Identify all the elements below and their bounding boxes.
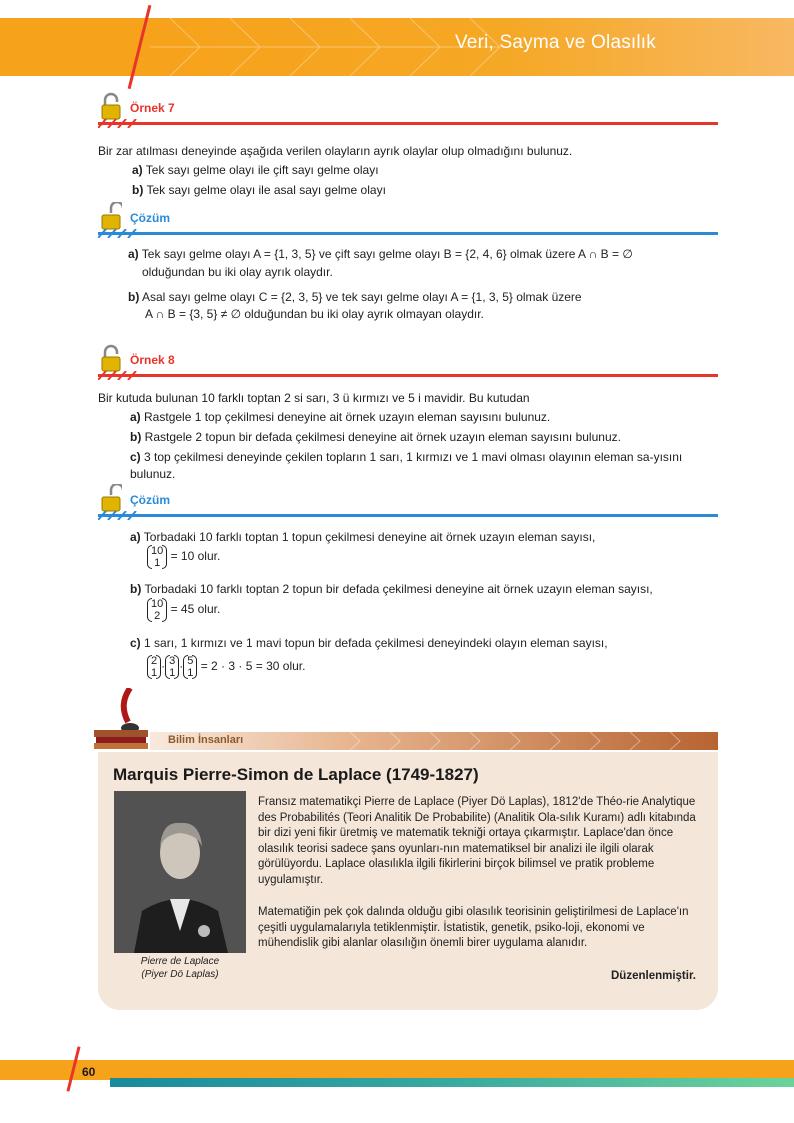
binom-top: 10: [151, 598, 164, 610]
solution-line: Torbadaki 10 farklı toptan 2 topun bir defada çekilmesi deneyine ait örnek uzayın eleman sayısı,: [144, 582, 653, 596]
solution-7-header: [98, 208, 718, 238]
item-key: b): [130, 582, 142, 596]
example-8-item-b: [130, 429, 720, 446]
portrait-caption: [114, 955, 246, 981]
binom-bottom: 2: [154, 610, 161, 622]
example-8-question: Bir kutuda bulunan 10 farklı toptan 2 si sarı, 3 ü kırmızı ve 5 i mavidir. Bu kutudan: [98, 391, 530, 405]
solution-7-label: Çözüm: [130, 211, 170, 225]
binom-bottom: 1: [169, 667, 176, 679]
caption-line: Pierre de Laplace: [140, 956, 220, 967]
item-text: Rastgele 2 topun bir defada çekilmesi deneyine ait örnek uzayın eleman sayısını bulunuz.: [144, 430, 621, 444]
binom-bottom: 1: [151, 667, 158, 679]
binom-top: 3: [169, 655, 176, 667]
binom-top: 10: [151, 545, 164, 557]
example-8-header: [98, 350, 718, 380]
footer-band: [0, 1060, 794, 1080]
binomial: [147, 545, 167, 569]
example-8-item-a: [130, 409, 720, 426]
footer-gradient-band: [110, 1078, 794, 1087]
binomial: [165, 655, 179, 679]
multiply-dot: ·: [161, 659, 166, 674]
solution-8-label: Çözüm: [130, 493, 170, 507]
stripes-decoration: [98, 371, 218, 380]
caption-line: (Piyer Dö Laplas): [141, 969, 219, 980]
solution-line: Torbadaki 10 farklı toptan 1 topun çekilmesi deneyine ait örnek uzayın eleman sayısı,: [143, 530, 596, 544]
solution-7-b-line2: A ∩ B = {3, 5} ≠ ∅ olduğundan bu iki olay ayrık olmayan olaydır.: [145, 307, 484, 321]
page-number: 60: [82, 1065, 96, 1079]
example-8-label: Örnek 8: [130, 353, 175, 367]
binom-top: 2: [151, 655, 158, 667]
item-text: Tek sayı gelme olayı ile asal sayı gelme olayı: [146, 183, 386, 197]
scientist-section-label: Bilim İnsanları: [168, 734, 244, 746]
binomial: [147, 598, 167, 622]
item-key: b): [128, 290, 140, 304]
solution-8-b-formula: [147, 598, 220, 622]
formula-result: = 10 olur.: [170, 549, 221, 564]
solution-8-a: [130, 528, 720, 546]
books-quill-icon: [92, 688, 152, 750]
credit-note: Düzenlenmiştir.: [611, 970, 696, 982]
item-key: a): [128, 247, 139, 261]
solution-8-a-formula: [147, 545, 220, 569]
item-text: Rastgele 1 top çekilmesi deneyine ait örnek uzayın eleman sayısını bulunuz.: [144, 410, 551, 424]
formula-result: = 45 olur.: [170, 602, 221, 617]
solution-line: Asal sayı gelme olayı C = {2, 3, 5} ve tek sayı gelme olayı A = {1, 3, 5} olmak üzere: [142, 290, 582, 304]
binom-bottom: 1: [154, 557, 161, 569]
scientist-paragraph-1: Fransız matematikçi Pierre de Laplace (Piyer Dö Laplas), 1812'de Théo-rie Analytique des Probabilités (Teori Analitik De Probabilite) (Analitik Ola-sılık Kuramı) adlı kitabında bir dizi yeni fikir üretmiş ve matematik tekniği ortaya çıkarmıştır. Laplace'dan önce olasılık teorisi sadece şans oyunları-nın matematiksel bir analizi ile ilgili olarak görülüyordu. Laplace olasılıkla ilgili fikirlerini birçok bilimsel ve pratik probleme uygulamıştır.: [258, 796, 696, 886]
binomial: [183, 655, 197, 679]
solution-7-a: [128, 245, 720, 263]
item-key: a): [132, 163, 143, 177]
example-7-item-a: [132, 162, 379, 179]
item-key: b): [132, 183, 144, 197]
solution-8-c-formula: [147, 655, 305, 679]
padlock-icon: [100, 344, 122, 374]
chapter-title: Veri, Sayma ve Olasılık: [454, 32, 656, 53]
stripes-decoration: [98, 511, 218, 520]
example-7-question: Bir zar atılması deneyinde aşağıda verilen olayların ayrık olaylar olup olmadığını bulunuz.: [98, 144, 573, 158]
solution-line: 1 sarı, 1 kırmızı ve 1 mavi topun bir defada çekilmesi deneyindeki olayın eleman sayısı,: [144, 636, 608, 650]
solution-line: Tek sayı gelme olayı A = {1, 3, 5} ve çift sayı gelme olayı B = {2, 4, 6} olmak üzere A ∩ B = ∅: [141, 247, 633, 261]
solution-7-b: [128, 288, 720, 306]
padlock-icon: [100, 92, 122, 122]
solution-8-header: [98, 490, 718, 520]
scientist-paragraph-2: Matematiğin pek çok dalında olduğu gibi olasılık teorisinin geliştirilmesi de Laplace'ın çeşitli uygulamalarıyla tetiklenmiştir. İstatistik, genetik, psiko-loji, ekonomi ve mühendislik gibi alanlar olasılığın önemli birer uygulama alanıdır.: [258, 906, 689, 949]
example-7-header: [98, 98, 718, 128]
open-padlock-icon: [100, 202, 122, 232]
solution-8-c: [130, 634, 720, 652]
example-8-item-c: [130, 449, 715, 483]
open-padlock-icon: [100, 484, 122, 514]
item-key: a): [130, 530, 141, 544]
item-key: c): [130, 450, 141, 464]
formula-result: = 2 · 3 · 5 = 30 olur.: [200, 659, 306, 674]
item-key: c): [130, 636, 141, 650]
laplace-portrait: [114, 791, 246, 953]
example-7-item-b: [132, 182, 386, 199]
binom-bottom: 1: [187, 667, 194, 679]
multiply-dot: ·: [179, 659, 184, 674]
item-text: Tek sayı gelme olayı ile çift sayı gelme olayı: [145, 163, 379, 177]
item-key: b): [130, 430, 142, 444]
example-7-label: Örnek 7: [130, 101, 175, 115]
binomial: [147, 655, 161, 679]
header-band-left: [0, 18, 150, 76]
item-key: a): [130, 410, 141, 424]
binom-top: 5: [187, 655, 194, 667]
scientist-heading: Marquis Pierre-Simon de Laplace (1749-1827): [113, 765, 479, 784]
stripes-decoration: [98, 119, 218, 128]
solution-7-a-line2: olduğundan bu iki olay ayrık olaydır.: [142, 265, 333, 279]
item-text: 3 top çekilmesi deneyinde çekilen topların 1 sarı, 1 kırmızı ve 1 mavi olması olayının eleman sa-yısını bulunuz.: [130, 450, 683, 481]
solution-8-b: [130, 580, 720, 598]
stripes-decoration: [98, 229, 218, 238]
